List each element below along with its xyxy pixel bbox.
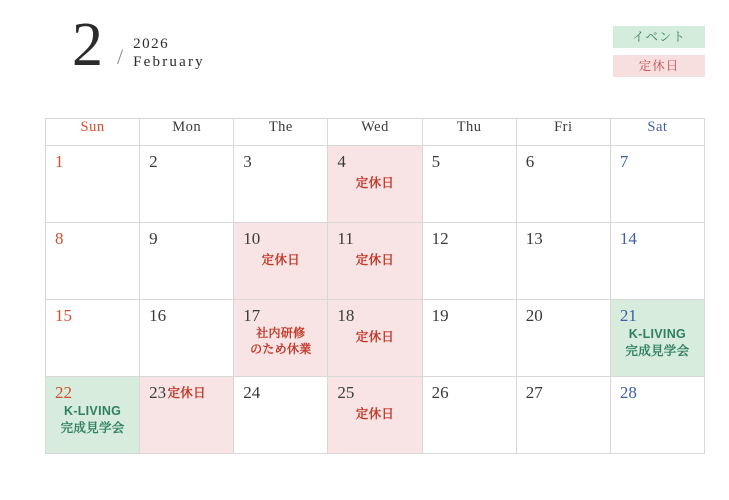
- calendar-day-cell[interactable]: [46, 300, 140, 377]
- calendar-day-cell[interactable]: [234, 377, 328, 454]
- calendar-week-row: [46, 223, 705, 300]
- day-cell-inner: [140, 377, 233, 453]
- day-note-event: 完成見学会: [625, 344, 690, 358]
- calendar-day-cell[interactable]: [46, 223, 140, 300]
- day-cell-inner: [611, 223, 704, 299]
- calendar-day-cell[interactable]: [422, 223, 516, 300]
- day-number: 14: [619, 229, 637, 248]
- day-cell-inner: [611, 300, 704, 376]
- day-number: 4: [337, 152, 346, 171]
- day-note-closed: 定休日: [355, 176, 395, 190]
- calendar-header: [0, 0, 729, 108]
- legend-event-chip: イベント: [613, 26, 705, 48]
- day-number: 13: [525, 229, 543, 248]
- day-cell-inner: [423, 223, 516, 299]
- calendar-day-cell[interactable]: [328, 223, 422, 300]
- calendar-day-cell[interactable]: [610, 223, 704, 300]
- day-cell-inner: [328, 377, 421, 453]
- calendar-day-cell[interactable]: [140, 146, 234, 223]
- calendar-day-cell[interactable]: [234, 146, 328, 223]
- calendar-day-cell[interactable]: [328, 146, 422, 223]
- calendar-day-cell[interactable]: [328, 377, 422, 454]
- year-label: 2026: [133, 36, 170, 52]
- day-cell-inner: [517, 300, 610, 376]
- day-cell-inner: [611, 377, 704, 453]
- day-cell-inner: [517, 223, 610, 299]
- day-cell-inner: [234, 223, 327, 299]
- day-number: 25: [337, 383, 355, 402]
- calendar-day-cell[interactable]: [610, 300, 704, 377]
- day-number: 1: [55, 152, 64, 171]
- calendar-weekday-header-row: [46, 119, 705, 146]
- day-number: 16: [149, 306, 167, 325]
- day-number: 20: [525, 306, 543, 325]
- calendar-day-cell[interactable]: [234, 223, 328, 300]
- day-number: 2: [149, 152, 158, 171]
- calendar-week-row: [46, 146, 705, 223]
- day-cell-inner: [423, 300, 516, 376]
- calendar-day-cell[interactable]: [140, 223, 234, 300]
- day-note-closed: 定休日: [355, 407, 395, 421]
- calendar-table: [45, 118, 705, 454]
- day-note-closed: 定休日: [167, 386, 206, 400]
- day-number: 5: [431, 152, 441, 171]
- day-note-closed: 定休日: [355, 330, 395, 344]
- calendar-day-cell[interactable]: [140, 300, 234, 377]
- weekday-header-sun: Sun: [46, 119, 140, 146]
- day-cell-inner: [611, 146, 704, 222]
- day-number: 10: [243, 229, 261, 248]
- weekday-header-tue: The: [234, 119, 328, 146]
- day-note-event: K-LIVING: [628, 327, 687, 341]
- day-number: 11: [337, 229, 354, 248]
- month-number: 2: [72, 11, 103, 79]
- day-number: 26: [431, 383, 449, 402]
- day-cell-inner: [46, 223, 139, 299]
- day-number: 18: [337, 306, 355, 325]
- calendar-day-cell[interactable]: [46, 146, 140, 223]
- weekday-header-mon: Mon: [140, 119, 234, 146]
- calendar-day-cell[interactable]: [610, 377, 704, 454]
- calendar-day-cell[interactable]: [516, 300, 610, 377]
- day-cell-inner: [140, 223, 233, 299]
- day-number: 6: [525, 152, 535, 171]
- month-title-block: [72, 11, 205, 79]
- day-number: 7: [619, 152, 629, 171]
- legend-closed-chip: 定休日: [613, 55, 705, 77]
- weekday-header-wed: Wed: [328, 119, 422, 146]
- day-number: 15: [55, 306, 72, 325]
- day-number: 23: [149, 383, 167, 402]
- day-number: 19: [431, 306, 449, 325]
- calendar-day-cell[interactable]: [46, 377, 140, 454]
- year-month-block: [133, 36, 205, 72]
- day-note-event: K-LIVING: [63, 404, 122, 418]
- day-cell-inner: [423, 146, 516, 222]
- day-cell-inner: [234, 146, 327, 222]
- weekday-header-fri: Fri: [516, 119, 610, 146]
- day-cell-inner: [46, 377, 139, 453]
- calendar-day-cell[interactable]: [516, 377, 610, 454]
- calendar-day-cell[interactable]: [328, 300, 422, 377]
- day-cell-inner: [46, 300, 139, 376]
- day-cell-inner: [46, 146, 139, 222]
- day-cell-inner: [517, 377, 610, 453]
- day-number: 27: [525, 383, 543, 402]
- day-number: 12: [431, 229, 449, 248]
- day-number: 28: [619, 383, 637, 402]
- day-cell-inner: [328, 146, 421, 222]
- day-cell-inner: [140, 146, 233, 222]
- calendar-body: [46, 146, 705, 454]
- day-note-closed: のため休業: [250, 342, 312, 356]
- month-name-label: February: [133, 54, 205, 70]
- day-number: 24: [243, 383, 261, 402]
- day-note-closed: 定休日: [355, 253, 395, 267]
- calendar-day-cell[interactable]: [516, 146, 610, 223]
- day-note-closed: 定休日: [261, 253, 301, 267]
- weekday-header-thu: Thu: [422, 119, 516, 146]
- title-separator: /: [117, 44, 124, 69]
- day-cell-inner: [234, 300, 327, 376]
- calendar-day-cell[interactable]: [140, 377, 234, 454]
- day-number: 3: [243, 152, 252, 171]
- day-note-event: 完成見学会: [60, 421, 125, 435]
- weekday-header-sat: Sat: [610, 119, 704, 146]
- day-number: 17: [243, 306, 261, 325]
- calendar-day-cell[interactable]: [610, 146, 704, 223]
- day-cell-inner: [517, 146, 610, 222]
- day-cell-inner: [328, 300, 421, 376]
- day-number: 8: [55, 229, 64, 248]
- day-cell-inner: [328, 223, 421, 299]
- calendar-day-cell[interactable]: [422, 300, 516, 377]
- day-cell-inner: [423, 377, 516, 453]
- calendar-day-cell[interactable]: [422, 377, 516, 454]
- day-number: 22: [55, 383, 72, 402]
- day-number: 9: [149, 229, 158, 248]
- legend: [613, 26, 705, 84]
- day-cell-inner: [140, 300, 233, 376]
- day-cell-inner: [234, 377, 327, 453]
- calendar-week-row: [46, 377, 705, 454]
- calendar-day-cell[interactable]: [234, 300, 328, 377]
- calendar-day-cell[interactable]: [516, 223, 610, 300]
- day-number: 21: [619, 306, 637, 325]
- calendar-week-row: [46, 300, 705, 377]
- day-note-closed: 社内研修: [256, 326, 306, 340]
- calendar-day-cell[interactable]: [422, 146, 516, 223]
